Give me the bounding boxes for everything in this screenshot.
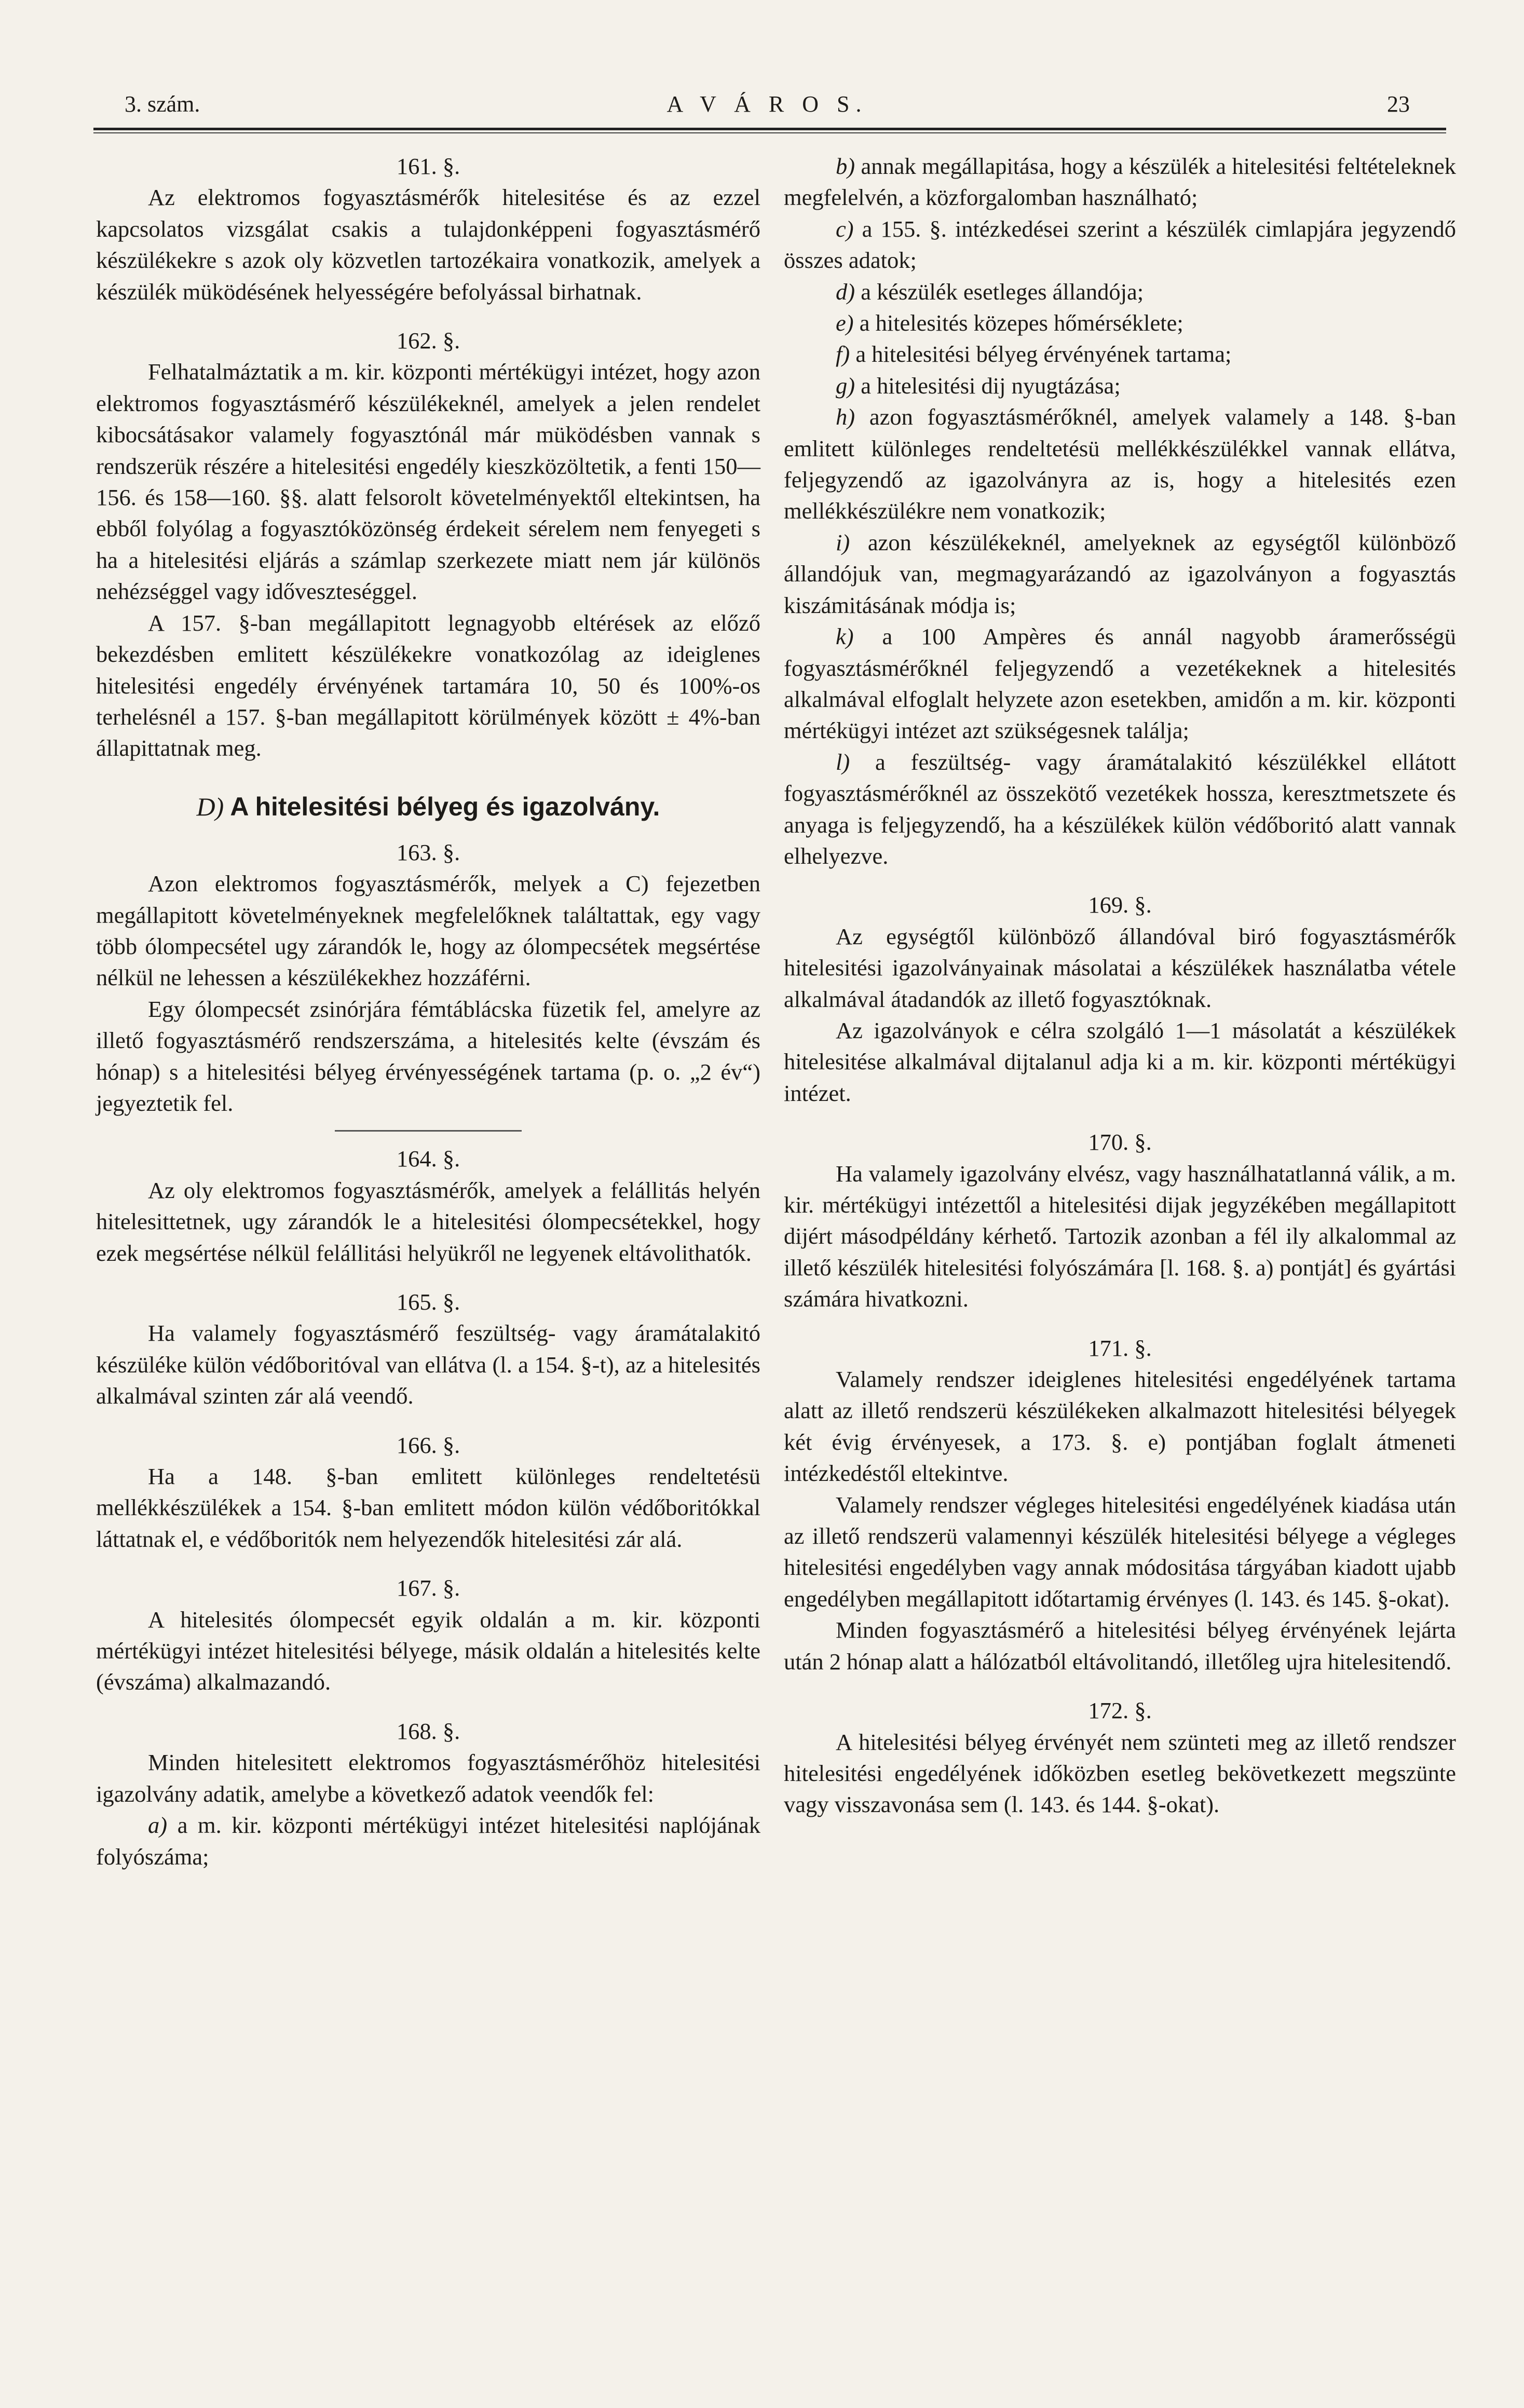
section-163-paragraph-2: Egy ólompecsét zsinórjára fémtáblácska füzetik fel, amelyre az illető fogyasztásmérő rendszerszáma, a hitelesités kelte (évszám és hónap) s a hitelesitési bélyeg érvényességének tartama (p. o. „2 év“) jegyeztetik fel. bbox=[96, 996, 760, 1116]
section-divider bbox=[335, 1130, 522, 1132]
section-172-paragraph: A hitelesitési bélyeg érvényét nem szünteti meg az illető rendszer hitelesitési engedélyének időközben esetleg bekövetkezett megszünte vagy visszavonása sem (l. 143. és 144. §-okat). bbox=[784, 1729, 1456, 1818]
section-162-title: 162. §. bbox=[396, 328, 460, 354]
section-169-paragraph-2: Az igazolványok e célra szolgáló 1—1 másolatát a készülékek hitelesitése alkalmával dijtalanul adja ki a m. kir. központi mértékügyi intézet. bbox=[784, 1017, 1456, 1106]
section-163-title: 163. §. bbox=[396, 839, 460, 865]
item-text: a feszültség- vagy áramátalakitó készülékkel ellátott fogyasztásmérőknél az összekötő vezetékek hossza, keresztmetszete és anyaga is feljegyzendő, ha a készülékek külön védőboritó alatt vannak elhelyezve. bbox=[784, 749, 1456, 869]
section-166-title: 166. §. bbox=[396, 1432, 460, 1458]
section-161-paragraph: Az elektromos fogyasztásmérők hitelesitése és az ezzel kapcsolatos vizsgálat csakis a tulajdonképpeni fogyasztásmérő készülékekre s azok oly közvetlen tartozékaira vonatkozik, amelyek a készülék müködésének helyességére befolyással birhatnak. bbox=[96, 184, 760, 305]
item-text: azon készülékeknél, amelyeknek az egységtől különböző állandójuk van, megmagyarázandó az igazolványon a fogyasztás kiszámitásának módja is; bbox=[784, 529, 1456, 618]
item-letter: g) bbox=[836, 372, 855, 399]
section-171-paragraph-3: Minden fogyasztásmérő a hitelesitési bélyeg érvényének lejárta után 2 hónap alatt a hálózatból eltávolitandó, illetőleg ujra hitelesitendő. bbox=[784, 1617, 1456, 1675]
section-168-item-g bbox=[784, 370, 1456, 401]
section-167-paragraph: A hitelesités ólompecsét egyik oldalán a m. kir. központi mértékügyi intézet hitelesitési bélyege, másik oldalán a hitelesités kelte (évszáma) alkalmazandó. bbox=[96, 1606, 760, 1695]
item-letter: a) bbox=[148, 1812, 168, 1839]
left-column bbox=[96, 151, 760, 1872]
section-168-paragraph: Minden hitelesitett elektromos fogyasztásmérőhöz hitelesitési igazolvány adatik, amelybe a következő adatok veendők fel: bbox=[96, 1749, 760, 1807]
item-letter: b) bbox=[836, 153, 855, 179]
item-letter: f) bbox=[836, 341, 850, 368]
item-text: a m. kir. központi mértékügyi intézet hitelesitési naplójának folyószáma; bbox=[96, 1812, 760, 1870]
item-letter: h) bbox=[836, 404, 855, 430]
issue-number: 3. szám. bbox=[125, 91, 200, 117]
section-171-paragraph-1: Valamely rendszer ideiglenes hitelesitési engedélyének tartama alatt az illető rendszerü készülékeken alkalmazott hitelesitési bélyegek két évig érvényesek, a 173. §. e) pontjában foglalt átmeneti intézkedéstől eltekintve. bbox=[784, 1366, 1456, 1487]
page-number: 23 bbox=[1387, 91, 1410, 117]
chapter-heading-letter: D) bbox=[196, 792, 224, 821]
section-168-item-e bbox=[784, 307, 1456, 338]
item-text: a hitelesités közepes hőmérséklete; bbox=[859, 310, 1183, 336]
section-166-paragraph: Ha a 148. §-ban emlitett különleges rendeltetésü mellékkészülékek a 154. §-ban emlitett módon külön védőboritókkal láttatnak el, e védőboritók nem helyezendők hitelesitési zár alá. bbox=[96, 1463, 760, 1552]
chapter-heading bbox=[96, 790, 760, 823]
section-164-paragraph: Az oly elektromos fogyasztásmérők, amelyek a felállitás helyén hitelesittetnek, ugy zárandók le a hitelesitési ólompecsétekkel, hogy ezek megsértése nélkül felállitási helyükről ne legyenek eltávolithatók. bbox=[96, 1177, 760, 1266]
item-text: annak megállapitása, hogy a készülék a hitelesitési feltételeknek megfelelvén, a közforgalomban használható; bbox=[784, 153, 1456, 211]
section-168-title: 168. §. bbox=[396, 1718, 460, 1744]
item-text: azon fogyasztásmérőknél, amelyek valamely a 148. §-ban emlitett különleges rendeltetésü mellékkészülékkel vannak ellátva, feljegyzendő az igazolványra az is, hogy a hitelesités ezen mellékkészülékre nem vonatkozik; bbox=[784, 404, 1456, 524]
section-168-item-a bbox=[96, 1810, 760, 1872]
section-169-paragraph-1: Az egységtől különböző állandóval biró fogyasztásmérők hitelesitési igazolványainak másolatai a készülékek használatba vétele alkalmával átadandók az illető fogyasztóknak. bbox=[784, 923, 1456, 1012]
item-letter: e) bbox=[836, 310, 854, 336]
running-head bbox=[125, 91, 1410, 122]
item-letter: l) bbox=[836, 749, 850, 775]
item-text: a hitelesitési dij nyugtázása; bbox=[861, 372, 1121, 399]
section-162-paragraph-1: Felhatalmáztatik a m. kir. központi mértékügyi intézet, hogy azon elektromos fogyasztásmérő készülékeknél, amelyek a jelen rendelet kibocsátásakor valamely fogyasztónál már müködésben vannak s rendszerük részére a hitelesitési engedély kieszközöltetik, a fenti 150—156. és 158—160. §§. alatt felsorolt követelményektől eltekintsen, ha ebből folyólag a fogyasztóközönség érdekeit sérelem nem fenyegeti s ha a hitelesitési eljárás a számlap szerkezete miatt nem jár különös nehézséggel vagy időveszteséggel. bbox=[96, 359, 760, 605]
item-letter: i) bbox=[836, 529, 850, 555]
section-168-item-c bbox=[784, 213, 1456, 276]
section-162-paragraph-2: A 157. §-ban megállapitott legnagyobb eltérések az előző bekezdésben emlitett készülékekre vonatkozólag az ideiglenes hitelesitési engedély érvényének tartamára 10, 50 és 100%-os terhelésnél a 157. §-ban megállapitott körülmények között ± 4%-ban állapittatnak meg. bbox=[96, 609, 760, 761]
section-165-title: 165. §. bbox=[396, 1289, 460, 1315]
section-164-title: 164. §. bbox=[396, 1146, 460, 1172]
item-text: a készülék esetleges állandója; bbox=[861, 278, 1144, 305]
section-167-title: 167. §. bbox=[396, 1575, 460, 1601]
header-rule bbox=[93, 128, 1446, 133]
section-168-item-b bbox=[784, 151, 1456, 213]
section-168-item-d bbox=[784, 276, 1456, 307]
section-170-title: 170. §. bbox=[1088, 1129, 1152, 1155]
section-168-item-k bbox=[784, 621, 1456, 746]
item-letter: d) bbox=[836, 278, 855, 305]
section-168-item-h bbox=[784, 401, 1456, 527]
item-text: a hitelesitési bélyeg érvényének tartama; bbox=[855, 341, 1232, 368]
item-letter: k) bbox=[836, 623, 854, 650]
chapter-heading-text: A hitelesitési bélyeg és igazolvány. bbox=[230, 792, 660, 821]
section-168-item-f bbox=[784, 338, 1456, 370]
item-text: a 100 Ampères és annál nagyobb áramerősségü fogyasztásmérőknél feljegyzendő a vezetékeknek a hitelesités alkalmával elfoglalt helyzete azon esetekben, amidőn a m. kir. központi mértékügyi intézet azt szükségesnek találja; bbox=[784, 623, 1457, 744]
section-171-paragraph-2: Valamely rendszer végleges hitelesitési engedélyének kiadása után az illető rendszerü valamennyi készülék hitelesitési bélyege a végleges hitelesitési engedélyben vagy annak módositása tárgyában kiadott ujabb engedélyben megállapitott időtartamig érvényes (l. 143. és 145. §-okat). bbox=[784, 1491, 1456, 1612]
section-172-title: 172. §. bbox=[1088, 1697, 1152, 1724]
section-170-paragraph: Ha valamely igazolvány elvész, vagy használhatatlanná válik, a m. kir. mértékügyi intézettől a hitelesitési dijak jegyzékében megállapitott dijért másodpéldány kérhető. Tartozik azonban a fél ily alkalommal az illető készülék hitelesitési folyószámára [l. 168. §. a) pontját] és gyártási számára hivatkozni. bbox=[784, 1160, 1456, 1312]
section-161-title: 161. §. bbox=[396, 153, 460, 179]
section-165-paragraph: Ha valamely fogyasztásmérő feszültség- vagy áramátalakitó készüléke külön védőboritóval van ellátva (l. a 154. §-t), az a hitelesités alkalmával szinten zár alá veendő. bbox=[96, 1320, 760, 1409]
journal-title: A V Á R O S. bbox=[666, 91, 868, 117]
item-text: a 155. §. intézkedései szerint a készülék cimlapjára jegyzendő összes adatok; bbox=[784, 215, 1456, 274]
section-168-item-i bbox=[784, 527, 1456, 621]
section-163-paragraph-1: Azon elektromos fogyasztásmérők, melyek a C) fejezetben megállapitott követelményeknek megfelelőknek találtattak, egy vagy több ólompecsétel ugy zárandók le, hogy az ólompecsétek megsértése nélkül ne lehessen a készülékekhez hozzáférni. bbox=[96, 870, 760, 991]
section-168-item-l bbox=[784, 746, 1456, 872]
section-169-title: 169. §. bbox=[1088, 892, 1152, 918]
item-letter: c) bbox=[836, 215, 854, 242]
right-column bbox=[784, 151, 1456, 1820]
section-171-title: 171. §. bbox=[1088, 1335, 1152, 1361]
